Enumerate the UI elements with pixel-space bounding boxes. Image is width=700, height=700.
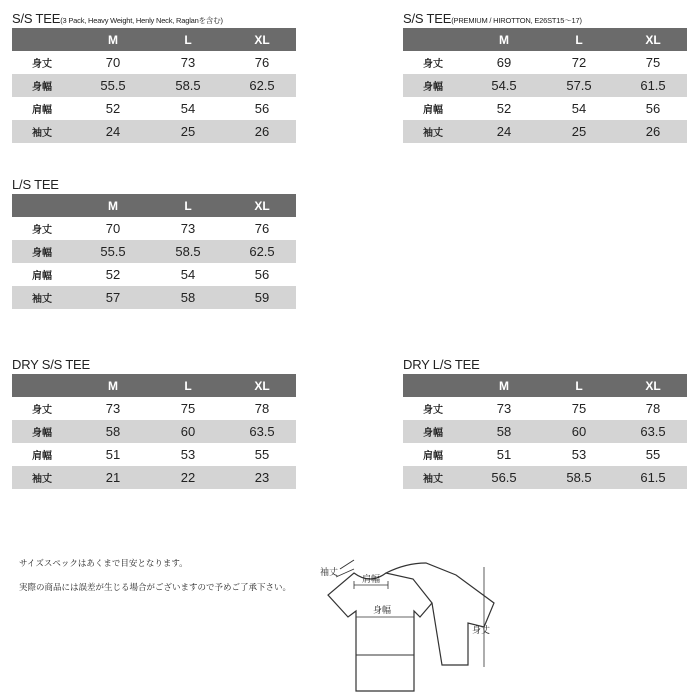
measurement-value: 58 [469,420,539,443]
measurement-value: 58 [78,420,148,443]
measurement-value: 21 [78,466,148,489]
table-row [12,466,296,489]
size-header-cell: M [469,374,539,397]
size-table-section-ls-tee [12,176,296,309]
measurement-label: 肩幅 [32,105,52,116]
table-row [12,51,296,74]
table-header-row [12,28,296,51]
measurement-value: 69 [496,55,512,70]
measurement-value: 72 [571,55,587,70]
table-row [12,217,296,240]
measurement-value: 53 [180,447,196,462]
measurement-value: 73 [496,401,512,416]
measurement-value: 26 [228,120,296,143]
size-table [12,374,296,489]
measurement-value: 73 [180,55,196,70]
measurement-value: 54 [180,267,196,282]
measurement-value: 76 [254,221,270,236]
measurement-label: 身丈 [423,405,443,416]
measurement-label: 袖丈 [12,120,78,143]
measurement-value: 61.5 [619,466,687,489]
measurement-value: 73 [105,401,121,416]
table-row [12,286,296,309]
table-header-row [403,28,687,51]
measurement-value: 25 [148,120,228,143]
table-header-row [12,374,296,397]
measurement-value: 26 [619,120,687,143]
table-row [12,120,296,143]
table-header-row [403,374,687,397]
table-title [403,10,687,28]
measurement-value: 55.5 [78,74,148,97]
table-row [403,97,687,120]
table-row [403,397,687,420]
size-table-section-ss-tee [12,10,296,143]
measurement-value: 78 [645,401,661,416]
measurement-value: 58.5 [539,466,619,489]
size-table [12,28,296,143]
measurement-value: 55.5 [78,240,148,263]
measurement-value: 70 [105,55,121,70]
header-blank-cell [12,374,78,397]
tshirt-measurement-diagram [318,555,498,695]
header-blank-cell [403,374,469,397]
size-header-cell: L [148,28,228,51]
table-title [12,356,296,374]
measurement-value: 51 [496,447,512,462]
size-header-cell: XL [228,374,296,397]
measurement-value: 55 [254,447,270,462]
measurement-value: 60 [539,420,619,443]
measurement-value: 78 [254,401,270,416]
measurement-value: 75 [571,401,587,416]
measurement-value: 59 [228,286,296,309]
measurement-label: 肩幅 [423,105,443,116]
size-header-cell: XL [228,28,296,51]
measurement-label: 身丈 [32,59,52,70]
measurement-label: 身幅 [403,74,469,97]
table-title [12,176,296,194]
size-table [12,194,296,309]
measurement-value: 70 [105,221,121,236]
measurement-value: 24 [469,120,539,143]
measurement-value: 54 [571,101,587,116]
size-header-cell: L [148,374,228,397]
measurement-value: 52 [105,267,121,282]
table-row [12,240,296,263]
size-table-section-ss-tee-premium [403,10,687,143]
measurement-label: 身幅 [403,420,469,443]
header-blank-cell [12,28,78,51]
measurement-label: 身丈 [423,59,443,70]
measurement-label: 袖丈 [403,466,469,489]
size-header-cell: L [539,28,619,51]
disclaimer-note-1: サイズスペックはあくまで目安となります。 [19,558,188,568]
table-row [12,74,296,97]
measurement-value: 52 [105,101,121,116]
size-header-cell: XL [619,374,687,397]
table-title-text: DRY S/S TEE [12,357,91,372]
measurement-value: 57 [78,286,148,309]
measurement-label: 袖丈 [12,286,78,309]
table-row [12,397,296,420]
table-row [403,74,687,97]
measurement-label: 肩幅 [32,451,52,462]
measurement-value: 73 [180,221,196,236]
measurement-value: 76 [254,55,270,70]
size-header-cell: L [148,194,228,217]
table-subtitle: (PREMIUM / HIROTTON, E26ST15〜17) [451,16,582,25]
measurement-value: 56.5 [469,466,539,489]
measurement-label: 袖丈 [12,466,78,489]
measurement-value: 56 [645,101,661,116]
disclaimer-note-2: 実際の商品には誤差が生じる場合がございますので予めご了承下さい。 [19,582,292,592]
table-title [12,10,296,28]
table-title-text: DRY L/S TEE [403,357,480,372]
measurement-value: 23 [228,466,296,489]
measurement-label: 袖丈 [403,120,469,143]
table-row [12,263,296,286]
diagram-label-shoulder: 肩幅 [362,575,381,585]
table-title [403,356,687,374]
header-blank-cell [12,194,78,217]
measurement-value: 25 [539,120,619,143]
measurement-label: 身幅 [12,420,78,443]
measurement-label: 身幅 [12,74,78,97]
measurement-value: 62.5 [228,74,296,97]
measurement-value: 56 [254,101,270,116]
table-header-row [12,194,296,217]
size-header-cell: XL [619,28,687,51]
size-table-section-dry-ls-tee [403,356,687,489]
table-title-text: S/S TEE [12,11,61,26]
size-header-cell: M [78,28,148,51]
size-header-cell: M [78,194,148,217]
measurement-value: 60 [148,420,228,443]
measurement-value: 24 [78,120,148,143]
tshirt-back-outline [386,563,494,665]
table-row [403,51,687,74]
measurement-label: 身丈 [32,405,52,416]
measurement-value: 51 [105,447,121,462]
measurement-value: 56 [254,267,270,282]
table-row [403,443,687,466]
size-header-cell: M [469,28,539,51]
size-header-cell: L [539,374,619,397]
measurement-value: 22 [148,466,228,489]
measurement-value: 61.5 [619,74,687,97]
diagram-label-width: 身幅 [373,606,392,616]
measurement-label: 身丈 [32,225,52,236]
size-table [403,374,687,489]
measurement-value: 63.5 [228,420,296,443]
measurement-value: 75 [180,401,196,416]
measurement-label: 肩幅 [423,451,443,462]
measurement-label: 肩幅 [32,271,52,282]
table-row [12,443,296,466]
diagram-label-length: 身丈 [472,626,491,636]
tshirt-front-outline [328,573,432,691]
measurement-value: 75 [645,55,661,70]
size-table-section-dry-ss-tee [12,356,296,489]
measurement-value: 62.5 [228,240,296,263]
measurement-value: 58.5 [148,240,228,263]
table-title-text: L/S TEE [12,177,59,192]
table-title-text: S/S TEE [403,11,452,26]
table-row [12,97,296,120]
measurement-value: 55 [645,447,661,462]
table-row [403,466,687,489]
measurement-value: 57.5 [539,74,619,97]
table-subtitle: (3 Pack, Heavy Weight, Henly Neck, Raglanを含む) [60,16,223,25]
size-header-cell: XL [228,194,296,217]
table-row [403,420,687,443]
diagram-label-sleeve: 袖丈 [320,568,339,578]
measurement-value: 54.5 [469,74,539,97]
table-row [403,120,687,143]
measurement-value: 53 [571,447,587,462]
measurement-value: 54 [180,101,196,116]
measurement-value: 63.5 [619,420,687,443]
size-table [403,28,687,143]
measurement-label: 身幅 [12,240,78,263]
table-row [12,420,296,443]
size-header-cell: M [78,374,148,397]
measurement-value: 58.5 [148,74,228,97]
header-blank-cell [403,28,469,51]
measurement-value: 58 [148,286,228,309]
measurement-value: 52 [496,101,512,116]
